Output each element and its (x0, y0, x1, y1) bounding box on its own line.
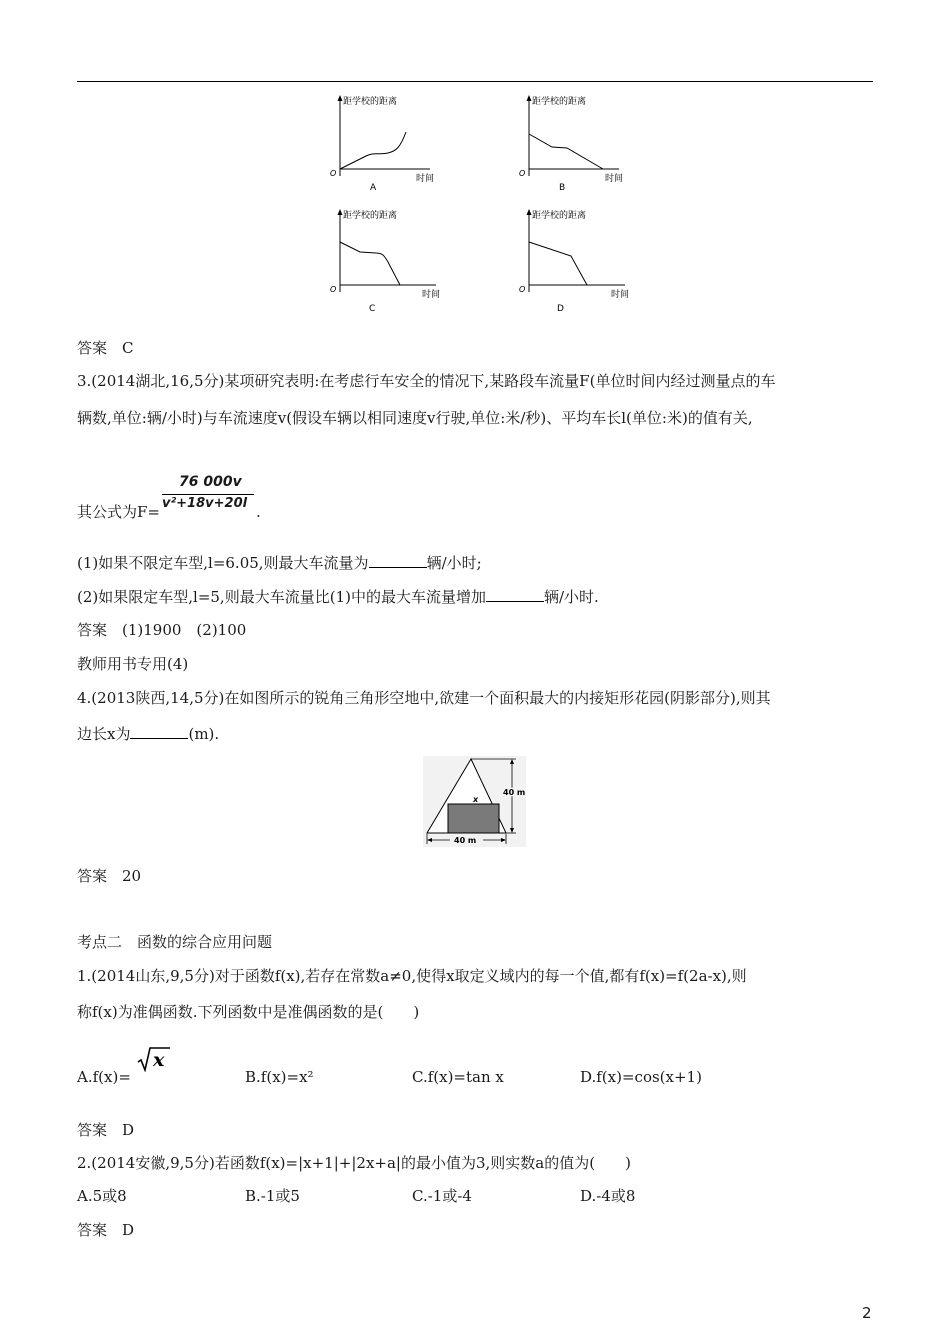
graph-c-xlabel: 时间 (422, 290, 441, 300)
graph-a-letter: A (370, 183, 377, 193)
triangle-height-label: 40 m (503, 788, 526, 797)
q3-formula-denominator: v²+18v+20l (162, 496, 248, 511)
graph-d-ylabel: 距学校的距离 (532, 211, 587, 221)
section2-title: 考点二 函数的综合应用问题 (77, 933, 273, 951)
q4-answer: 答案 20 (77, 867, 142, 885)
graph-b (507, 92, 637, 194)
q3-sub2 (77, 587, 877, 607)
s2-q2-answer: 答案 D (77, 1221, 135, 1239)
graph-a-ylabel: 距学校的距离 (343, 97, 398, 107)
s2-q2-option-a: A.5或8 (77, 1187, 127, 1205)
q3-answer: 答案 (1)1900 (2)100 (77, 621, 247, 639)
q4-line2 (77, 724, 877, 744)
teacher-note: 教师用书专用(4) (77, 655, 189, 673)
graph-d (507, 206, 637, 316)
graph-c-ylabel: 距学校的距离 (343, 211, 398, 221)
s2-q1-option-a: A.f(x)= (77, 1068, 131, 1086)
q3-sub1-unit: 辆/小时; (426, 554, 482, 572)
q4-line2-text: 边长x为 (77, 725, 131, 743)
graph-a-origin: O (330, 169, 337, 178)
top-rule (77, 81, 873, 82)
q3-sub2-blank (486, 587, 544, 602)
q3-line2: 辆数,单位:辆/小时)与车流速度v(假设车辆以相同速度v行驶,单位:米/秒)、平均车长l(单位:米)的值有关, (77, 409, 753, 427)
graph-c-letter: C (369, 304, 376, 314)
graph-b-ylabel: 距学校的距离 (532, 97, 587, 107)
sqrt-radicand: x (153, 1049, 165, 1071)
graph-b-letter: B (559, 183, 566, 193)
q3-line1: 3.(2014湖北,16,5分)某项研究表明:在考虑行车安全的情况下,某路段车流量F(单位时间内经过测量点的车 (77, 372, 776, 390)
q3-formula-numerator: 76 000v (179, 474, 242, 490)
graph-a (318, 92, 448, 194)
graph-a-xlabel: 时间 (416, 174, 435, 184)
q3-sub2-unit: 辆/小时. (543, 588, 599, 606)
sqrt-symbol (137, 1046, 171, 1072)
s2-q1-line2: 称f(x)为准偶函数.下列函数中是准偶函数的是( ) (77, 1003, 420, 1021)
q4-line2-unit: (m). (188, 725, 220, 743)
graph-d-letter: D (557, 304, 564, 314)
s2-q1-option-c: C.f(x)=tan x (412, 1068, 504, 1086)
q3-formula-prefix: 其公式为F= (77, 503, 160, 521)
graph-b-xlabel: 时间 (605, 174, 624, 184)
graph-c-origin: O (330, 285, 337, 294)
graph-d-origin: O (519, 285, 526, 294)
graph-d-xlabel: 时间 (611, 290, 630, 300)
q3-sub2-text: (2)如果限定车型,l=5,则最大车流量比(1)中的最大车流量增加 (77, 588, 486, 606)
page-number: 2 (862, 1304, 872, 1322)
graph-c (318, 206, 448, 316)
q3-formula-suffix: . (255, 503, 261, 521)
s2-q2-option-b: B.-1或5 (245, 1187, 300, 1205)
s2-q2-line1: 2.(2014安徽,9,5分)若函数f(x)=|x+1|+|2x+a|的最小值为3,则实数a的值为( ) (77, 1154, 631, 1172)
s2-q1-option-d: D.f(x)=cos(x+1) (580, 1068, 702, 1086)
graph-b-origin: O (519, 169, 526, 178)
s2-q2-option-d: D.-4或8 (580, 1187, 636, 1205)
q3-sub1 (77, 553, 877, 573)
triangle-base-label: 40 m (454, 836, 477, 845)
answer-prev: 答案 C (77, 339, 134, 357)
s2-q1-answer: 答案 D (77, 1121, 135, 1139)
s2-q2-option-c: C.-1或-4 (412, 1187, 472, 1205)
q4-line1: 4.(2013陕西,14,5分)在如图所示的锐角三角形空地中,欲建一个面积最大的内接矩形花园(阴影部分),则其 (77, 689, 771, 707)
triangle-figure (423, 756, 526, 847)
q3-sub1-text: (1)如果不限定车型,l=6.05,则最大车流量为 (77, 554, 369, 572)
triangle-x-label: x (473, 795, 479, 804)
q4-blank (130, 724, 188, 739)
s2-q1-line1: 1.(2014山东,9,5分)对于函数f(x),若存在常数a≠0,使得x取定义域内的每一个值,都有f(x)=f(2a-x),则 (77, 967, 747, 985)
s2-q1-option-b: B.f(x)=x² (245, 1068, 314, 1086)
q3-sub1-blank (369, 553, 427, 568)
q3-formula-bar (162, 494, 254, 495)
